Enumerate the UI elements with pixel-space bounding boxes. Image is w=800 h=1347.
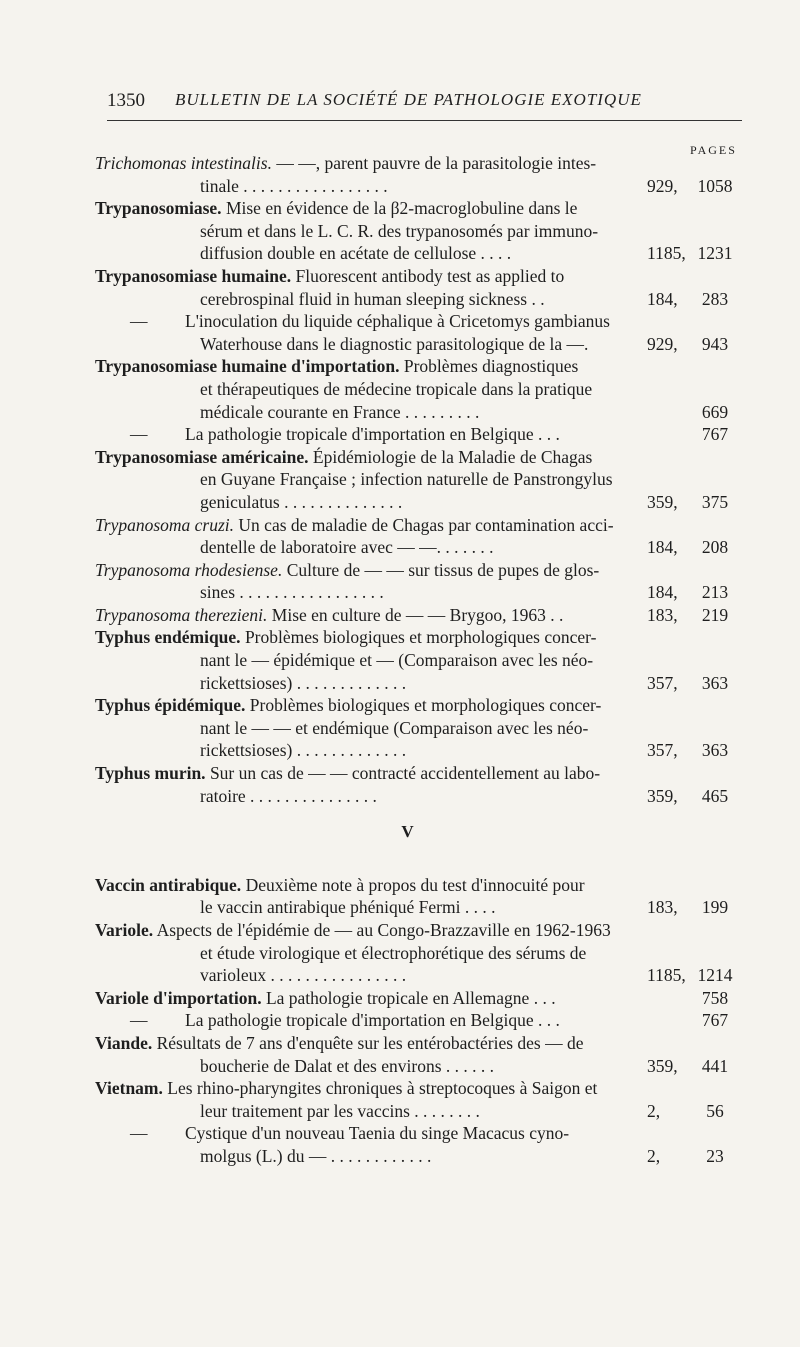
volume-page: 357, — [647, 740, 678, 761]
entry-text: tinale . . . . . . . . . . . . . . . . . — [200, 175, 388, 196]
pages-column-label: PAGES — [690, 143, 737, 157]
page-reference: 363 — [701, 740, 729, 761]
entry-line — [0, 265, 800, 288]
entry-text: Problèmes biologiques et morphologiques concer- — [245, 695, 602, 716]
index-entry — [0, 446, 800, 514]
entry-keyword: Trypanosoma therezieni. — [95, 604, 268, 625]
entry-line — [0, 197, 800, 220]
index-entry — [0, 626, 800, 694]
entry-keyword: Vietnam. — [95, 1078, 163, 1099]
entry-line — [0, 491, 800, 514]
index-entry — [0, 919, 800, 987]
entry-keyword: Trypanosomiase humaine d'importation. — [95, 356, 400, 377]
entry-keyword: Trypanosomiase. — [95, 198, 222, 219]
index-entry — [0, 152, 800, 197]
index-entry — [0, 1077, 800, 1122]
entry-line — [0, 942, 800, 965]
entry-line — [0, 1145, 800, 1168]
entry-text: Résultats de 7 ans d'enquête sur les entérobactéries des — de — [152, 1032, 584, 1053]
entries-v — [0, 874, 800, 1168]
entry-keyword: — — [130, 311, 148, 332]
entry-line — [0, 581, 800, 604]
volume-page: 359, — [647, 1055, 678, 1076]
entry-line — [0, 333, 800, 356]
entry-text: La pathologie tropicale d'importation en Belgique . . . — [185, 424, 560, 445]
page-reference: 767 — [701, 424, 729, 445]
entry-text: boucherie de Dalat et des environs . . . . . . — [200, 1055, 495, 1076]
entry-keyword: Trypanosoma rhodesiense. — [95, 559, 283, 580]
volume-page: 2, — [647, 1100, 661, 1121]
entry-line — [0, 536, 800, 559]
entry-text: Mise en culture de — — Brygoo, 1963 . . — [267, 604, 564, 625]
entry-text: et étude virologique et électrophorétique des sérums de — [200, 942, 587, 963]
entry-text: sérum et dans le L. C. R. des trypanosomés par immuno- — [200, 220, 599, 241]
entry-line — [0, 896, 800, 919]
entry-text: Problèmes diagnostiques — [399, 356, 579, 377]
entry-text: Sur un cas de — — contracté accidentellement au labo- — [205, 763, 601, 784]
entry-keyword: Viande. — [95, 1032, 153, 1053]
entry-line — [0, 604, 800, 627]
volume-page: 929, — [647, 175, 678, 196]
entry-keyword: Vaccin antirabique. — [95, 874, 242, 895]
entry-text: Problèmes biologiques et morphologiques concer- — [240, 627, 597, 648]
index-entry — [0, 197, 800, 265]
entry-text: rickettsioses) . . . . . . . . . . . . . — [200, 740, 407, 761]
page-reference: 1058 — [697, 175, 733, 196]
entry-keyword: Trypanosomiase humaine. — [95, 265, 292, 286]
page-reference: 208 — [701, 537, 729, 558]
entry-line — [0, 762, 800, 785]
entry-keyword: — — [130, 1010, 148, 1031]
page-reference: 669 — [701, 401, 729, 422]
entry-keyword: Typhus endémique. — [95, 627, 241, 648]
page-reference: 758 — [701, 987, 729, 1008]
volume-page: 359, — [647, 785, 678, 806]
entry-text: Les rhino-pharyngites chroniques à streptocoques à Saigon et — [162, 1078, 598, 1099]
page-reference: 363 — [701, 672, 729, 693]
entry-line — [0, 964, 800, 987]
index-entry — [0, 987, 800, 1010]
entry-line — [0, 446, 800, 469]
entry-line — [0, 626, 800, 649]
entry-keyword: — — [130, 424, 148, 445]
entry-text: Fluorescent antibody test as applied to — [291, 265, 565, 286]
entry-keyword: Trypanosomiase américaine. — [95, 446, 309, 467]
page-reference: 283 — [701, 288, 729, 309]
index-entry — [0, 1009, 800, 1032]
section-letter: V — [401, 822, 414, 842]
entry-text: Aspects de l'épidémie de — au Congo-Brazzaville en 1962-1963 — [153, 920, 611, 940]
volume-page: 357, — [647, 672, 678, 693]
entry-text: ratoire . . . . . . . . . . . . . . . — [200, 785, 377, 806]
entry-text: — —, parent pauvre de la parasitologie intes- — [271, 153, 597, 173]
entry-line — [0, 694, 800, 717]
entry-line — [0, 1009, 800, 1032]
entry-line — [0, 423, 800, 446]
page-reference: 767 — [701, 1010, 729, 1031]
entry-text: dentelle de laboratoire avec — —. . . . . . . — [200, 537, 494, 558]
entry-text: cerebrospinal fluid in human sleeping sickness . . — [200, 288, 545, 309]
entry-keyword: Typhus épidémique. — [95, 695, 246, 716]
volume-page: 183, — [647, 897, 678, 918]
entry-line — [0, 514, 800, 537]
volume-page: 2, — [647, 1145, 661, 1166]
entry-text: L'inoculation du liquide céphalique à Cricetomys gambianus — [185, 311, 610, 332]
entry-line — [0, 401, 800, 424]
entry-text: Waterhouse dans le diagnostic parasitologique de la —. — [200, 333, 589, 354]
entry-keyword: Trypanosoma cruzi. — [95, 514, 235, 535]
page-reference: 1231 — [697, 243, 733, 264]
entry-text: sines . . . . . . . . . . . . . . . . . — [200, 582, 384, 603]
entry-text: La pathologie tropicale d'importation en Belgique . . . — [185, 1010, 560, 1031]
index-entry — [0, 423, 800, 446]
entry-line — [0, 468, 800, 491]
entries-t — [0, 152, 800, 807]
entry-keyword: Trichomonas intestinalis. — [95, 153, 272, 173]
entry-line — [0, 1100, 800, 1123]
page-reference: 23 — [706, 1145, 724, 1166]
index-entry — [0, 694, 800, 762]
volume-page: 1185, — [647, 243, 686, 264]
entry-line — [0, 649, 800, 672]
entry-text: en Guyane Française ; infection naturelle de Panstrongylus — [200, 469, 613, 490]
entry-text: Cystique d'un nouveau Taenia du singe Macacus cyno- — [185, 1123, 570, 1144]
entry-line — [0, 378, 800, 401]
index-entry — [0, 1122, 800, 1167]
volume-page: 1185, — [647, 965, 686, 986]
entry-keyword: Variole. — [95, 920, 154, 940]
entry-line — [0, 175, 800, 198]
entry-text: et thérapeutiques de médecine tropicale dans la pratique — [200, 378, 593, 399]
entry-text: le vaccin antirabique phéniqué Fermi . . . . — [200, 897, 496, 918]
entry-text: Un cas de maladie de Chagas par contamination acci- — [234, 514, 614, 535]
entry-line — [0, 1077, 800, 1100]
entry-text: Mise en évidence de la β2-macroglobuline dans le — [221, 198, 578, 219]
entry-text: La pathologie tropicale en Allemagne . . . — [261, 987, 556, 1008]
volume-page: 184, — [647, 288, 678, 309]
entry-line — [0, 242, 800, 265]
volume-page: 929, — [647, 333, 678, 354]
entry-line — [0, 739, 800, 762]
entry-keyword: — — [130, 1123, 148, 1144]
entry-text: nant le — épidémique et — (Comparaison avec les néo- — [200, 650, 594, 671]
volume-page: 359, — [647, 491, 678, 512]
entry-text: médicale courante en France . . . . . . . . . — [200, 401, 480, 422]
page-reference: 219 — [701, 604, 729, 625]
index-entry — [0, 265, 800, 310]
entry-line — [0, 559, 800, 582]
index-entry — [0, 762, 800, 807]
entry-line — [0, 355, 800, 378]
entry-text: Deuxième note à propos du test d'innocuité pour — [241, 874, 585, 895]
entry-line — [0, 310, 800, 333]
entry-text: Culture de — — sur tissus de pupes de glos- — [282, 559, 600, 580]
entry-keyword: Typhus murin. — [95, 763, 206, 784]
volume-page: 184, — [647, 582, 678, 603]
index-entry — [0, 1032, 800, 1077]
header-rule — [107, 120, 742, 121]
entry-line — [0, 672, 800, 695]
index-entry — [0, 874, 800, 919]
index-entry — [0, 514, 800, 559]
entry-text: leur traitement par les vaccins . . . . . . . . — [200, 1100, 480, 1121]
entry-line — [0, 919, 800, 942]
entry-text: geniculatus . . . . . . . . . . . . . . — [200, 491, 403, 512]
entry-line — [0, 1122, 800, 1145]
index-entries — [0, 152, 800, 1168]
page-reference: 441 — [701, 1055, 729, 1076]
page-number: 1350 — [107, 90, 145, 111]
page-reference: 943 — [701, 333, 729, 354]
page-reference: 465 — [701, 785, 729, 806]
index-entry — [0, 559, 800, 604]
index-entry — [0, 604, 800, 627]
entry-line — [0, 1055, 800, 1078]
page-reference: 375 — [701, 491, 729, 512]
entry-line — [0, 220, 800, 243]
page-reference: 213 — [701, 582, 729, 603]
entry-line — [0, 785, 800, 808]
entry-keyword: Variole d'importation. — [95, 987, 262, 1008]
index-entry — [0, 310, 800, 355]
page-reference: 56 — [706, 1100, 724, 1121]
entry-text: diffusion double en acétate de cellulose . . . . — [200, 243, 512, 264]
entry-text: rickettsioses) . . . . . . . . . . . . . — [200, 672, 407, 693]
entry-text: varioleux . . . . . . . . . . . . . . . . — [200, 965, 407, 986]
entry-line — [0, 874, 800, 897]
entry-text: nant le — — et endémique (Comparaison avec les néo- — [200, 717, 589, 738]
page-reference: 199 — [701, 897, 729, 918]
entry-line — [0, 987, 800, 1010]
entry-line — [0, 152, 800, 175]
journal-title: BULLETIN DE LA SOCIÉTÉ DE PATHOLOGIE EXOTIQUE — [175, 90, 642, 109]
index-entry — [0, 355, 800, 423]
entry-line — [0, 1032, 800, 1055]
entry-text: Épidémiologie de la Maladie de Chagas — [308, 446, 593, 467]
volume-page: 183, — [647, 604, 678, 625]
page-reference: 1214 — [697, 965, 733, 986]
entry-line — [0, 717, 800, 740]
entry-text: molgus (L.) du — . . . . . . . . . . . . — [200, 1145, 432, 1166]
volume-page: 184, — [647, 537, 678, 558]
entry-line — [0, 288, 800, 311]
